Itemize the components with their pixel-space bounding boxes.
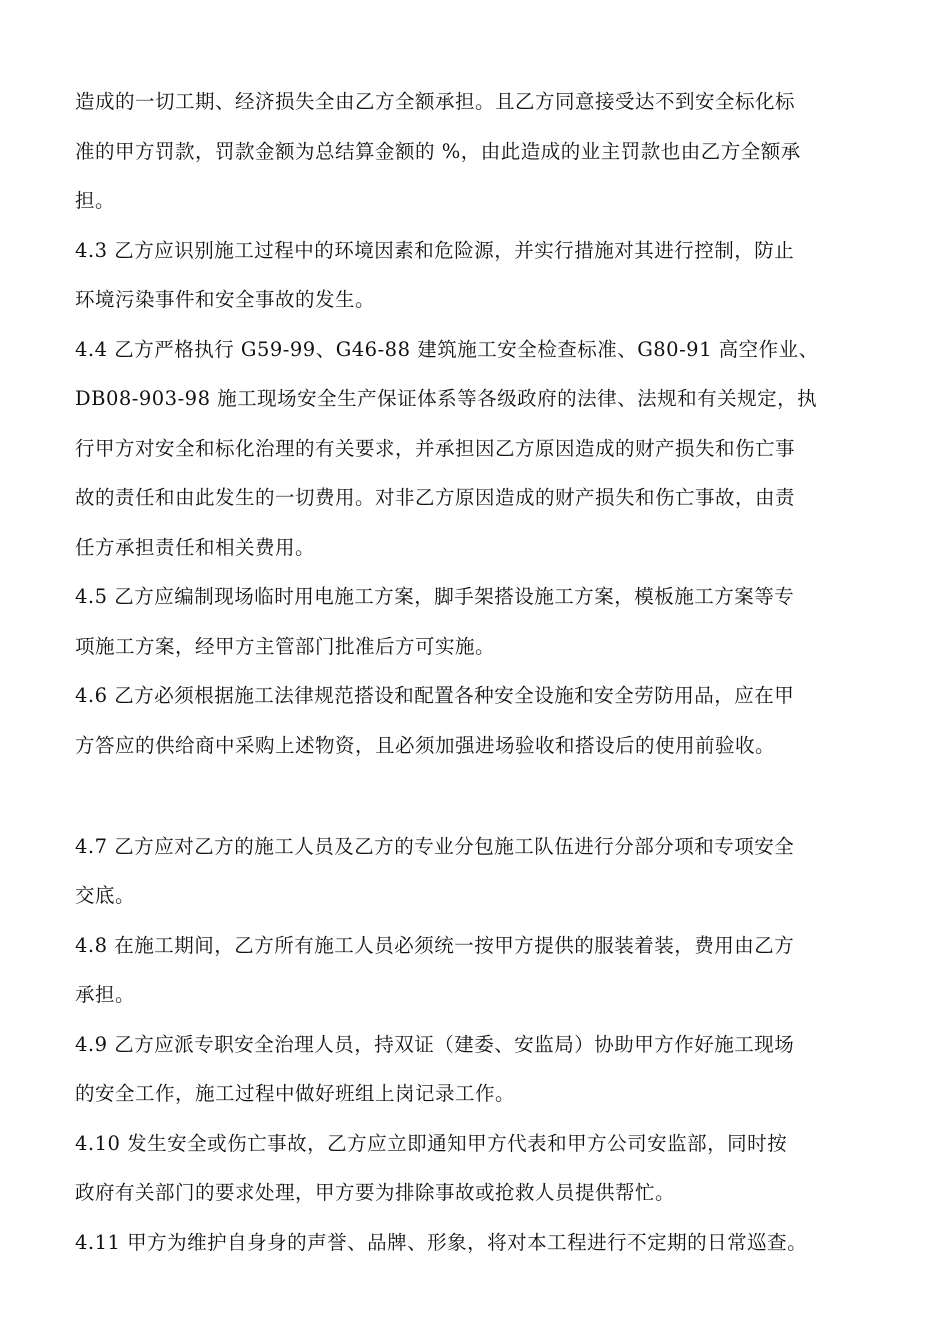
text-line: 4.5 乙方应编制现场临时用电施工方案，脚手架搭设施工方案，模板施工方案等专 [75, 585, 795, 608]
text-line: 政府有关部门的要求处理，甲方要为排除事故或抢救人员提供帮忙。 [75, 1181, 676, 1204]
text-line: DB08-903-98 施工现场安全生产保证体系等各级政府的法律、法规和有关规定，执 [75, 387, 818, 410]
text-line: 4.10 发生安全或伤亡事故，乙方应立即通知甲方代表和甲方公司安监部，同时按 [75, 1132, 788, 1155]
text-line: 造成的一切工期、经济损失全由乙方全额承担。且乙方同意接受达不到安全标化标 [75, 90, 796, 113]
text-line: 任方承担责任和相关费用。 [75, 536, 316, 559]
text-line: 担。 [75, 189, 116, 212]
text-line: 故的责任和由此发生的一切费用。对非乙方原因造成的财产损失和伤亡事故，由责 [75, 486, 796, 509]
text-line: 4.8 在施工期间，乙方所有施工人员必须统一按甲方提供的服装着装，费用由乙方 [75, 934, 795, 957]
text-line: 4.6 乙方必须根据施工法律规范搭设和配置各种安全设施和安全劳防用品，应在甲 [75, 684, 795, 707]
text-line: 项施工方案，经甲方主管部门批准后方可实施。 [75, 635, 496, 658]
text-line: 4.7 乙方应对乙方的施工人员及乙方的专业分包施工队伍进行分部分项和专项安全 [75, 835, 795, 858]
text-line: 4.3 乙方应识别施工过程中的环境因素和危险源，并实行措施对其进行控制，防止 [75, 239, 795, 262]
text-line: 交底。 [75, 884, 136, 907]
text-line: 方答应的供给商中采购上述物资，且必须加强进场验收和搭设后的使用前验收。 [75, 734, 776, 757]
text-line: 准的甲方罚款，罚款金额为总结算金额的 %，由此造成的业主罚款也由乙方全额承 [75, 140, 801, 163]
text-line: 行甲方对安全和标化治理的有关要求，并承担因乙方原因造成的财产损失和伤亡事 [75, 437, 796, 460]
text-line: 的安全工作，施工过程中做好班组上岗记录工作。 [75, 1082, 516, 1105]
text-line: 4.11 甲方为维护自身身的声誉、品牌、形象，将对本工程进行不定期的日常巡查。 [75, 1231, 808, 1254]
text-line: 环境污染事件和安全事故的发生。 [75, 288, 376, 311]
text-line: 承担。 [75, 983, 136, 1006]
text-line: 4.4 乙方严格执行 G59-99、G46-88 建筑施工安全检查标准、G80-91 高空作业、 [75, 338, 819, 361]
text-line: 4.9 乙方应派专职安全治理人员，持双证（建委、安监局）协助甲方作好施工现场 [75, 1033, 795, 1056]
